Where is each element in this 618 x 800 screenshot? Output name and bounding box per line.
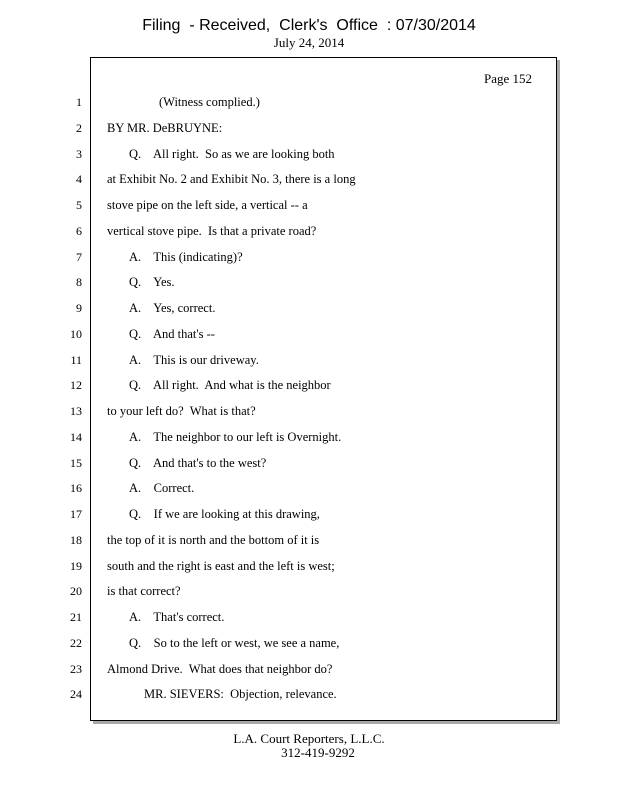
transcript-line: A. That's correct. bbox=[129, 610, 225, 624]
transcript-line: Q. All right. So as we are looking both bbox=[129, 146, 335, 161]
line-number: 24 bbox=[70, 687, 82, 702]
transcript-line: A. Correct. bbox=[129, 481, 195, 496]
line-number: 3 bbox=[76, 146, 82, 161]
reporter-name: L.A. Court Reporters, L.L.C. bbox=[233, 731, 385, 746]
line-number: 15 bbox=[70, 455, 82, 470]
line-number: 21 bbox=[70, 610, 82, 624]
transcript-line: the top of it is north and the bottom of it is bbox=[107, 532, 320, 547]
transcript-line: Q. So to the left or west, we see a name, bbox=[129, 635, 340, 650]
transcript-line: Q. Yes. bbox=[129, 275, 175, 290]
line-number: 17 bbox=[70, 507, 82, 521]
transcript-line: south and the right is east and the left is west; bbox=[107, 558, 335, 573]
line-number: 1 bbox=[76, 95, 82, 109]
transcript-line: Q. All right. And what is the neighbor bbox=[129, 378, 331, 393]
line-number: 8 bbox=[76, 275, 82, 290]
transcript-line: A. The neighbor to our left is Overnight. bbox=[129, 429, 342, 444]
line-number: 13 bbox=[70, 404, 82, 418]
line-number: 19 bbox=[70, 558, 82, 573]
line-number: 5 bbox=[76, 198, 82, 212]
line-number: 14 bbox=[70, 429, 82, 444]
line-number: 22 bbox=[70, 635, 82, 650]
transcript-line: stove pipe on the left side, a vertical -- a bbox=[107, 198, 308, 212]
transcript-line: Almond Drive. What does that neighbor do? bbox=[107, 661, 333, 676]
transcript-line: is that correct? bbox=[107, 584, 181, 599]
reporter-phone: 312-419-9292 bbox=[281, 745, 355, 760]
transcript-line: BY MR. DeBRUYNE: bbox=[107, 120, 223, 135]
page-number: Page 152 bbox=[483, 71, 532, 86]
transcript-line: Q. If we are looking at this drawing, bbox=[129, 507, 320, 521]
line-number: 2 bbox=[76, 120, 82, 135]
transcript-line: Q. And that's to the west? bbox=[129, 455, 267, 470]
line-number: 6 bbox=[76, 223, 82, 238]
transcript-line: to your left do? What is that? bbox=[107, 404, 256, 418]
line-number: 7 bbox=[76, 249, 82, 264]
line-number: 9 bbox=[76, 301, 82, 315]
filing-stamp: Filing - Received, Clerk's Office : 07/30/2014 bbox=[142, 17, 476, 34]
hearing-date: July 24, 2014 bbox=[273, 35, 345, 50]
line-number: 4 bbox=[76, 172, 82, 187]
line-number: 12 bbox=[70, 378, 82, 393]
transcript-line: A. This (indicating)? bbox=[129, 249, 243, 264]
transcript-line: MR. SIEVERS: Objection, relevance. bbox=[144, 687, 337, 702]
transcript-line: vertical stove pipe. Is that a private road? bbox=[107, 223, 317, 238]
transcript-line: (Witness complied.) bbox=[159, 95, 260, 109]
transcript-line: Q. And that's -- bbox=[129, 326, 215, 341]
transcript-line: A. Yes, correct. bbox=[129, 301, 216, 315]
line-number: 16 bbox=[70, 481, 82, 496]
transcript-line: A. This is our driveway. bbox=[129, 352, 259, 367]
line-number: 23 bbox=[70, 661, 82, 676]
line-number: 11 bbox=[70, 352, 82, 367]
line-number: 18 bbox=[70, 532, 82, 547]
line-number: 10 bbox=[70, 326, 82, 341]
transcript-line: at Exhibit No. 2 and Exhibit No. 3, there is a long bbox=[107, 172, 356, 187]
line-number: 20 bbox=[70, 584, 82, 599]
